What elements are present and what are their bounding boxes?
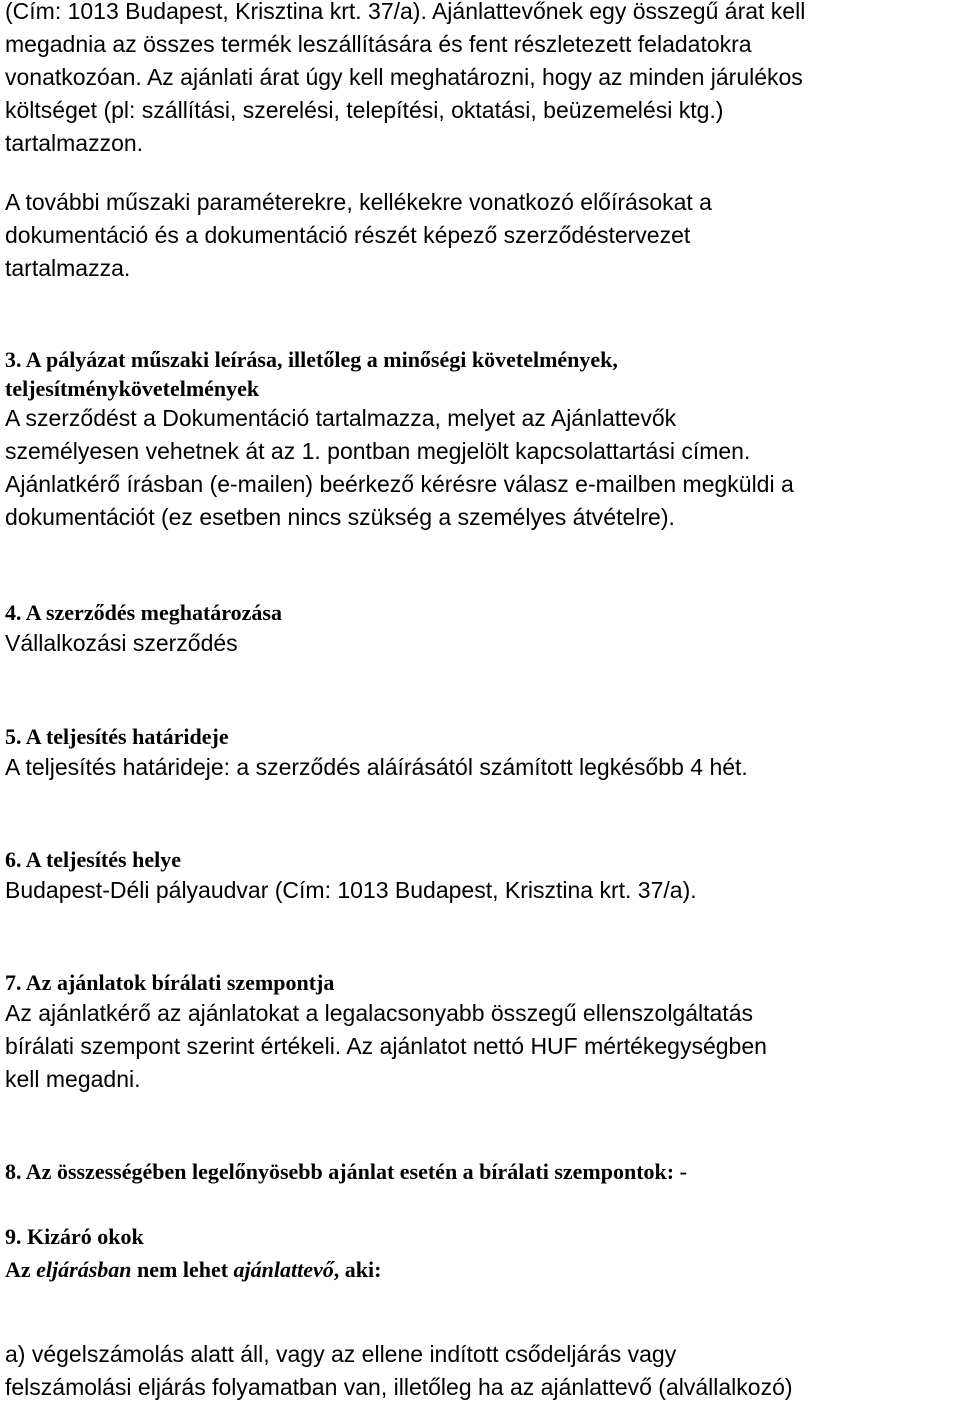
- section-9-heading: 9. Kizáró okok: [5, 1224, 144, 1249]
- section-7-body-line: Az ajánlatkérő az ajánlatokat a legalacsonyabb összegű ellenszolgáltatás: [5, 1000, 753, 1026]
- section-9-subheading-part-italic: eljárásban: [36, 1257, 132, 1282]
- intro-line: (Cím: 1013 Budapest, Krisztina krt. 37/a). Ajánlattevőnek egy összegű árat kell: [5, 0, 806, 24]
- section-8-heading: 8. Az összességében legelőnyösebb ajánlat esetén a bírálati szempontok: -: [5, 1159, 687, 1184]
- section-9-item-a-line: felszámolási eljárás folyamatban van, illetőleg ha az ajánlattevő (alvállalkozó): [5, 1374, 793, 1400]
- section-4-heading: 4. A szerződés meghatározása: [5, 600, 282, 625]
- section-9-item-a-line: a) végelszámolás alatt áll, vagy az ellene indított csődeljárás vagy: [5, 1341, 677, 1367]
- section-5-body: A teljesítés határideje: a szerződés aláírásától számított legkésőbb 4 hét.: [5, 754, 748, 780]
- section-3: [5, 344, 794, 534]
- section-3-body-line: Ajánlatkérő írásban (e-mailen) beérkező kérésre válasz e-mailben megküldi a: [5, 471, 794, 497]
- section-5-heading: 5. A teljesítés határideje: [5, 724, 229, 749]
- technical-note-paragraph: [5, 186, 712, 285]
- section-9-subheading-part: nem lehet: [131, 1257, 234, 1282]
- section-9-subheading: [5, 1254, 793, 1285]
- section-3-body-line: A szerződést a Dokumentáció tartalmazza, melyet az Ajánlattevők: [5, 405, 677, 431]
- section-9-subheading-part-italic: ajánlattevő: [233, 1257, 334, 1282]
- section-5: [5, 721, 748, 784]
- technical-note-line: A további műszaki paraméterekre, kellékekre vonatkozó előírásokat a: [5, 189, 712, 215]
- section-8: [5, 1156, 687, 1187]
- section-9-item-a: [5, 1338, 793, 1404]
- section-6-body: Budapest-Déli pályaudvar (Cím: 1013 Budapest, Krisztina krt. 37/a).: [5, 877, 697, 903]
- technical-note-line: tartalmazza.: [5, 255, 131, 281]
- section-3-body: [5, 402, 794, 534]
- intro-line: megadnia az összes termék leszállítására és fent részletezett feladatokra: [5, 31, 752, 57]
- section-3-body-line: személyesen vehetnek át az 1. pontban megjelölt kapcsolattartási címen.: [5, 438, 751, 464]
- intro-line: költséget (pl: szállítási, szerelési, telepítési, oktatási, beüzemelési ktg.): [5, 97, 724, 123]
- technical-note-line: dokumentáció és a dokumentáció részét képező szerződéstervezet: [5, 222, 691, 248]
- intro-line: tartalmazzon.: [5, 130, 144, 156]
- section-4-body: Vállalkozási szerződés: [5, 630, 238, 656]
- section-3-heading-line: teljesítménykövetelmények: [5, 376, 260, 401]
- section-4: [5, 597, 282, 660]
- section-9-subheading-part: Az: [5, 1257, 37, 1282]
- section-3-body-line: dokumentációt (ez esetben nincs szükség a személyes átvételre).: [5, 504, 675, 530]
- section-7: [5, 967, 767, 1096]
- section-7-heading: 7. Az ajánlatok bírálati szempontja: [5, 970, 335, 995]
- section-7-body: [5, 997, 767, 1096]
- section-7-body-line: kell megadni.: [5, 1066, 141, 1092]
- section-9: [5, 1221, 793, 1404]
- intro-line: vonatkozóan. Az ajánlati árat úgy kell meghatározni, hogy az minden járulékos: [5, 64, 803, 90]
- section-3-heading: [5, 344, 794, 404]
- intro-paragraph: [5, 0, 805, 160]
- section-6: [5, 844, 697, 907]
- section-3-heading-line: 3. A pályázat műszaki leírása, illetőleg a minőségi követelmények,: [5, 347, 618, 372]
- section-9-subheading-part: , aki:: [333, 1257, 382, 1282]
- section-6-heading: 6. A teljesítés helye: [5, 847, 181, 872]
- section-7-body-line: bírálati szempont szerint értékeli. Az ajánlatot nettó HUF mértékegységben: [5, 1033, 767, 1059]
